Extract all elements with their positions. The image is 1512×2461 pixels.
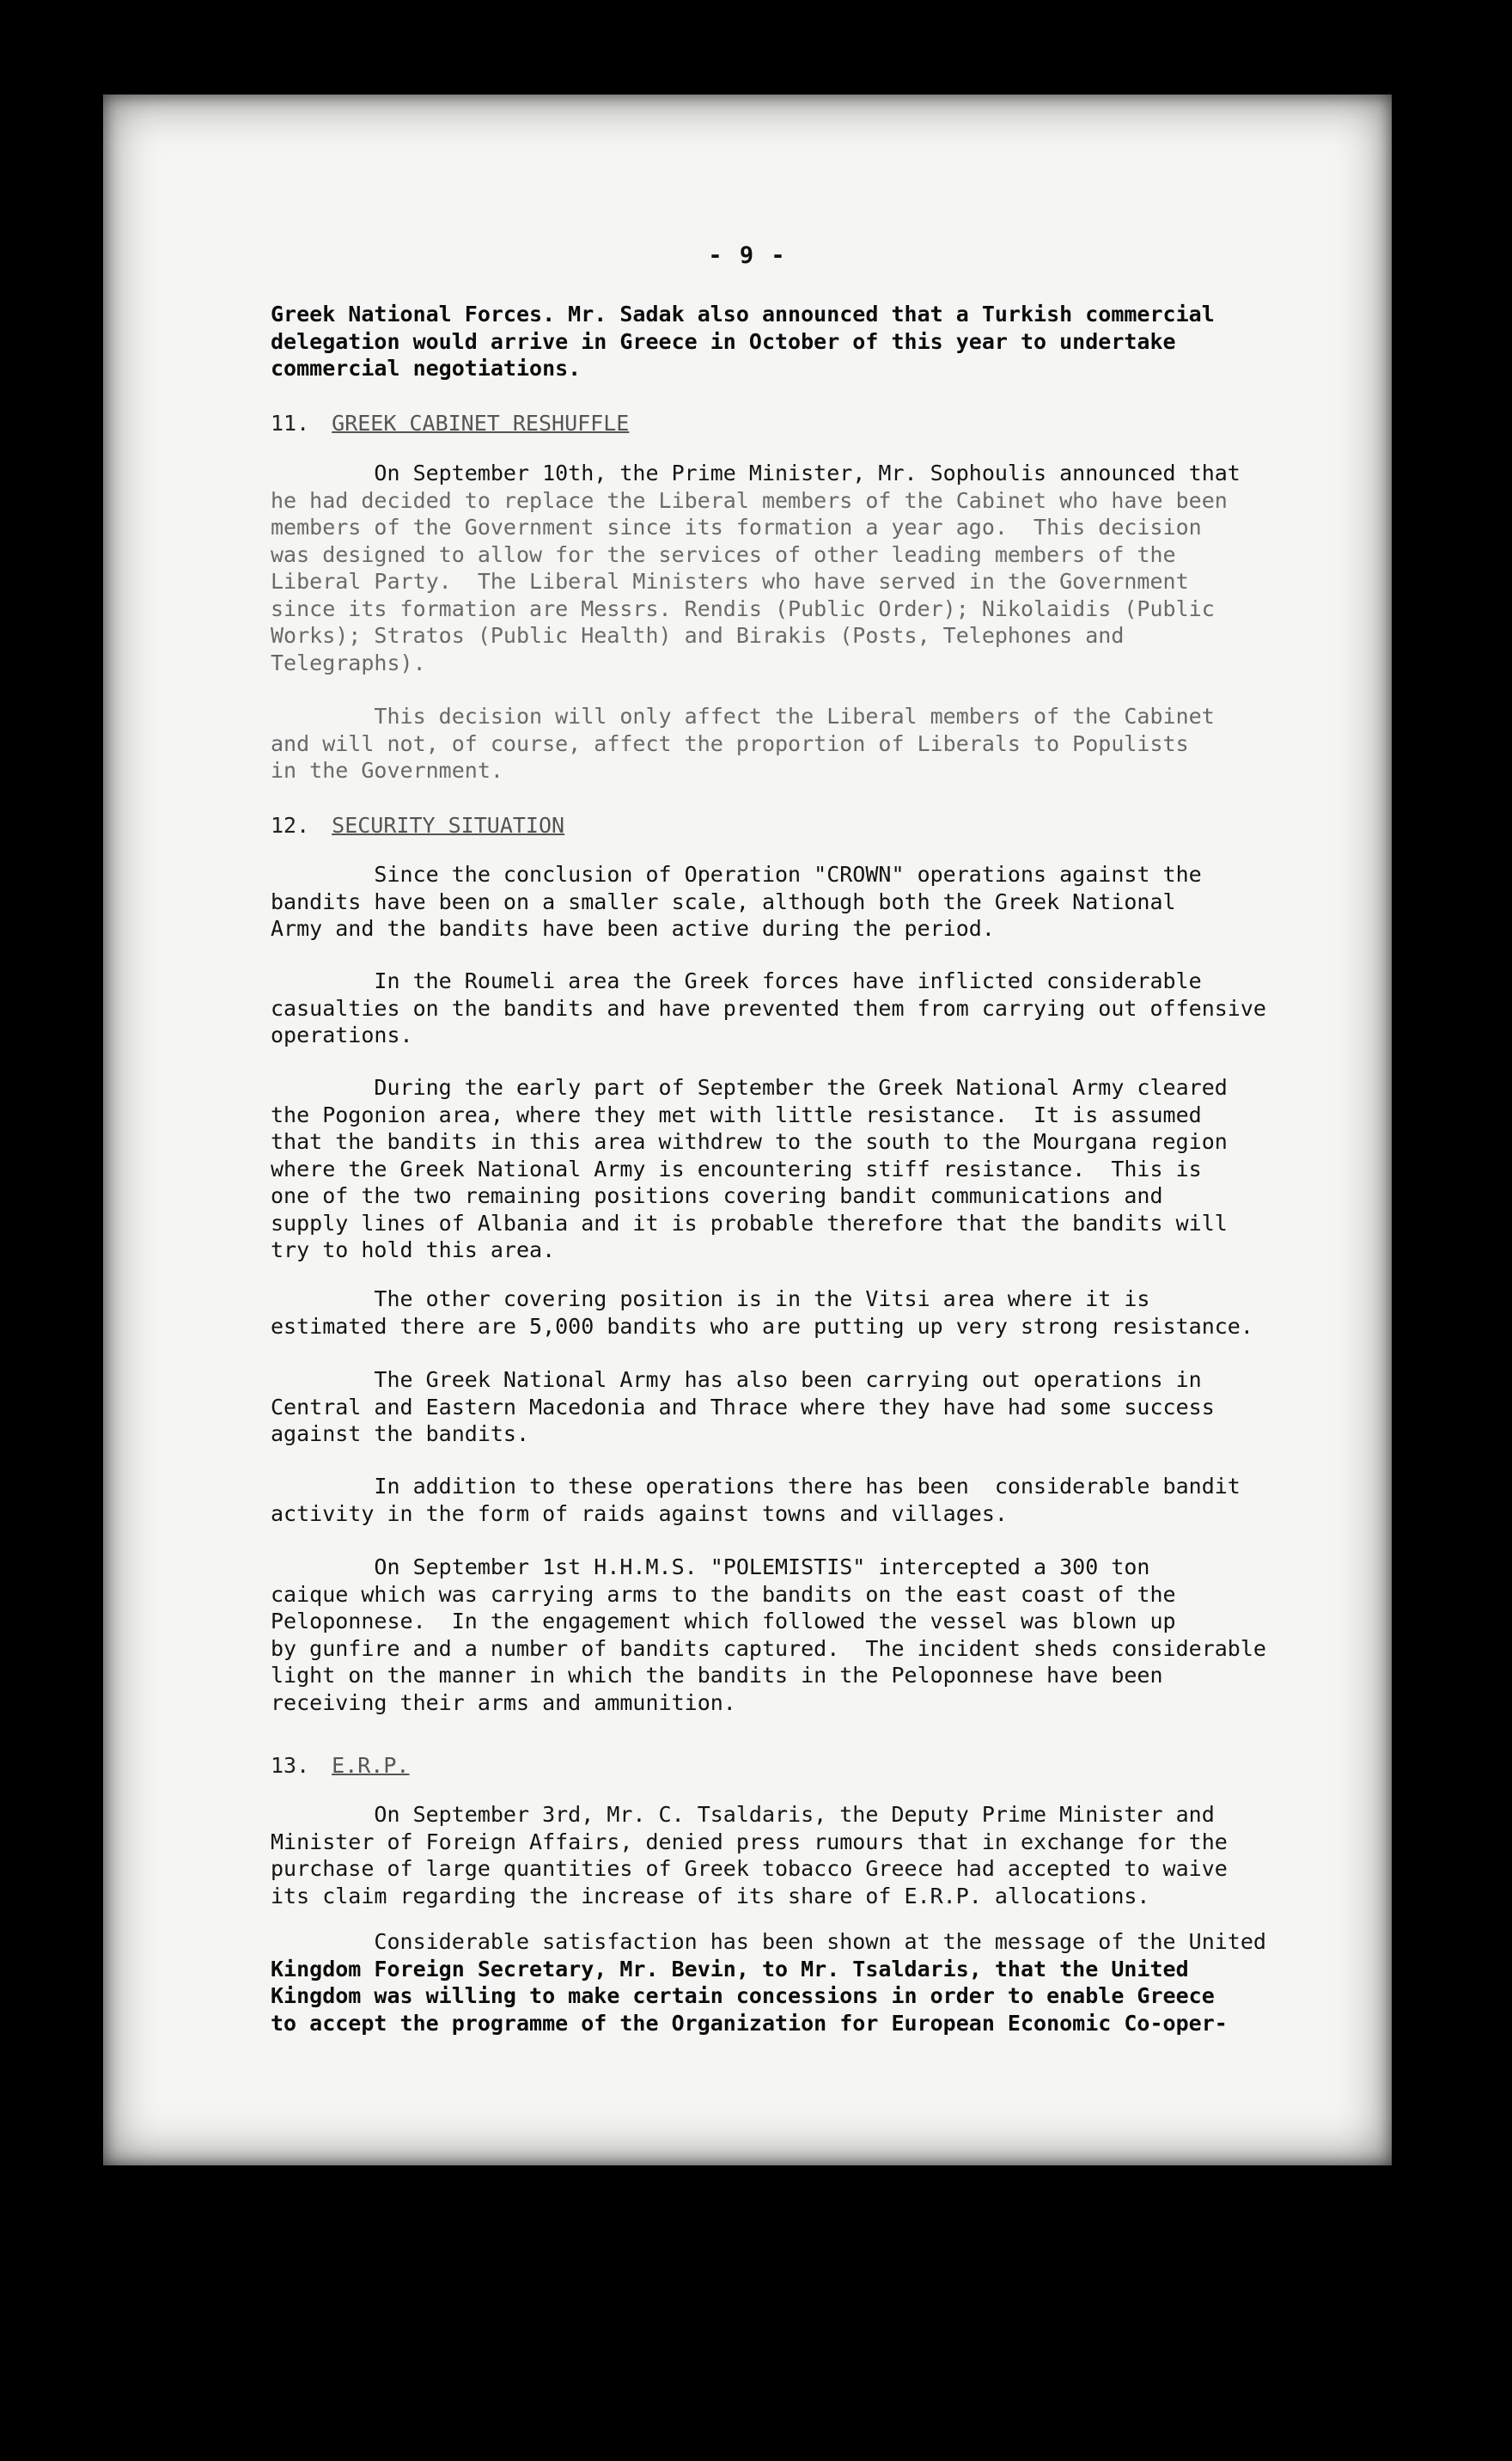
section-12-paragraph-7: On September 1st H.H.M.S. "POLEMISTIS" intercepted a 300 ton caique which was carrying arms to the bandits on the east coast of the Peloponnese. In the engagement which followed the vessel was blown up by gunfire and a number of bandits captured. The incident sheds considerable light on the manner in which the bandits in the Peloponnese have been receiving their arms and ammunition. (271, 1554, 1266, 1715)
section-11-paragraph-1: On September 10th, the Prime Minister, Mr. Sophoulis announced that he had decided to replace the Liberal members of the Cabinet who have been members of the Government since its formation a year ago. This decision was designed to allow for the services of other leading members of the Liberal Party. The Liberal Ministers who have served in the Government since its formation are Messrs. Rendis (Public Order); Nikolaidis (Public Works); Stratos (Public Health) and Birakis (Posts, Telephones and Telegraphs). (271, 461, 1241, 675)
section-title: E.R.P. (332, 1753, 410, 1778)
section-title: SECURITY SITUATION (332, 813, 565, 838)
section-heading-12: 12. SECURITY SITUATION (271, 813, 565, 838)
page-number: - 9 - (708, 242, 787, 269)
section-13-paragraph-1: On September 3rd, Mr. C. Tsaldaris, the Deputy Prime Minister and Minister of Foreign Affairs, denied press rumours that in exchange for the purchase of large quantities of Greek tobacco Greece had accepted to waive its claim regarding the increase of its share of E.R.P. allocations. (271, 1802, 1228, 1908)
section-12-paragraph-4: The other covering position is in the Vitsi area where it is estimated there are 5,000 bandits who are putting up very strong resistance. (271, 1286, 1253, 1339)
section-12-paragraph-2: In the Roumeli area the Greek forces have inflicted considerable casualties on the bandits and have prevented them from carrying out offensive operations. (271, 968, 1266, 1047)
section-12-paragraph-6: In addition to these operations there has been considerable bandit activity in the form of raids against towns and villages. (271, 1474, 1241, 1526)
section-heading-11: 11. GREEK CABINET RESHUFFLE (271, 411, 630, 436)
section-11-paragraph-2: This decision will only affect the Liberal members of the Cabinet and will not, of course, affect the proportion of Liberals to Populists in the Government. (271, 704, 1215, 783)
section-heading-13: 13. E.R.P. (271, 1753, 410, 1778)
section-12-paragraph-1: Since the conclusion of Operation "CROWN" operations against the bandits have been on a smaller scale, although both the Greek National Army and the bandits have been active during the period. (271, 862, 1202, 941)
section-13-paragraph-2: Considerable satisfaction has been shown at the message of the United Kingdom Foreign Secretary, Mr. Bevin, to Mr. Tsaldaris, that the United Kingdom was willing to make certain concessions in order to enable Greece to accept the programme of the Organization for European Economic Co-oper- (271, 1929, 1266, 2036)
intro-paragraph: Greek National Forces. Mr. Sadak also announced that a Turkish commercial delegation would arrive in Greece in October of this year to undertake commercial negotiations. (271, 302, 1215, 381)
section-title: GREEK CABINET RESHUFFLE (332, 411, 630, 436)
document-page (103, 95, 1392, 2165)
section-12-paragraph-5: The Greek National Army has also been carrying out operations in Central and Eastern Macedonia and Thrace where they have had some success against the bandits. (271, 1367, 1215, 1446)
section-12-paragraph-3: During the early part of September the Greek National Army cleared the Pogonion area, where they met with little resistance. It is assumed that the bandits in this area withdrew to the south to the Mourgana region where the Greek National Army is encountering stiff resistance. This is one of the two remaining positions covering bandit communications and supply lines of Albania and it is probable therefore that the bandits will try to hold this area. (271, 1075, 1228, 1262)
